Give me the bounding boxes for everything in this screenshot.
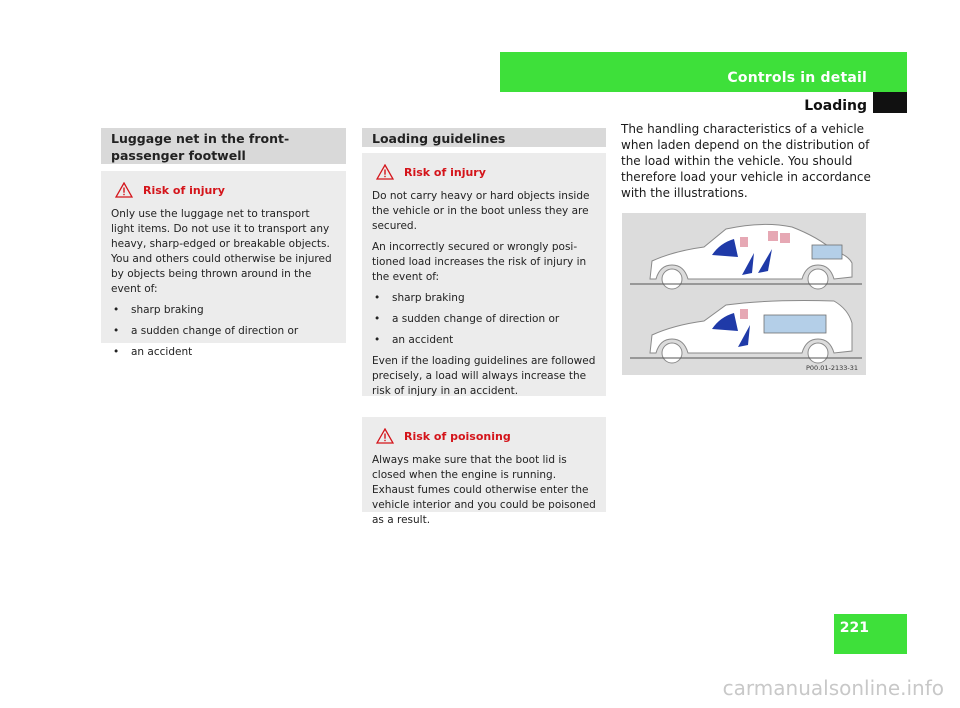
warning-title: Risk of poisoning — [404, 429, 511, 443]
luggage-net-heading: Luggage net in the front-passenger footwell — [101, 128, 346, 164]
warning-title: Risk of injury — [143, 183, 225, 197]
warning-triangle-icon — [376, 164, 394, 180]
warning-paragraph: Even if the loading guidelines are followed precisely, a load will always increase the risk of injury in an accident. — [372, 355, 596, 397]
warning-header — [372, 427, 596, 445]
luggage-net-warning — [101, 171, 346, 358]
loading-guidelines-heading: Loading guidelines — [362, 128, 606, 147]
handling-paragraph: The handling characteristics of a vehicle when laden depend on the distribution of the load within the vehicle. You should therefore load your vehicle in accordance with the illustrations. — [621, 122, 871, 200]
warning-text: Always make sure that the boot lid is closed when the engine is running. Exhaust fumes could otherwise enter the vehicle interior and you could be poisoned as a result. — [372, 454, 596, 526]
warning-triangle-icon — [115, 182, 133, 198]
list-item: • an accident — [111, 345, 336, 360]
loading-injury-warning — [362, 153, 606, 396]
figure-caption: P00.01-2133-31 — [806, 364, 859, 372]
header-marker — [873, 92, 907, 113]
warning-title: Risk of injury — [404, 165, 486, 179]
loading-illustration — [622, 213, 866, 375]
warning-header — [372, 163, 596, 181]
list-item: • sharp braking — [372, 291, 596, 306]
warning-paragraph: Do not carry heavy or hard objects inside the vehicle or in the boot unless they are secured. — [372, 190, 590, 232]
warning-bullet-list — [111, 303, 336, 360]
list-item: • a sudden change of direction or — [372, 312, 596, 327]
warning-text: Only use the luggage net to transport light items. Do not use it to transport any heavy, sharp-edged or breakable objects. You and others could otherwise be injured by objects being thrown around in the event of: — [111, 208, 332, 295]
warning-triangle-icon — [376, 428, 394, 444]
car-loading-diagram — [622, 213, 866, 375]
list-item: • sharp braking — [111, 303, 336, 318]
page-number: 221 — [839, 620, 869, 636]
warning-header — [111, 181, 336, 199]
list-item: • a sudden change of direction or — [111, 324, 336, 339]
watermark: carmanualsonline.info — [722, 676, 944, 700]
section-title: Controls in detail — [727, 70, 867, 86]
subsection-title: Loading — [804, 98, 867, 114]
poisoning-warning — [362, 417, 606, 526]
warning-paragraph: An incorrectly secured or wrongly posi-tioned load increases the risk of injury in the event of: — [372, 241, 587, 283]
warning-bullet-list — [372, 291, 596, 348]
list-item: • an accident — [372, 333, 596, 348]
